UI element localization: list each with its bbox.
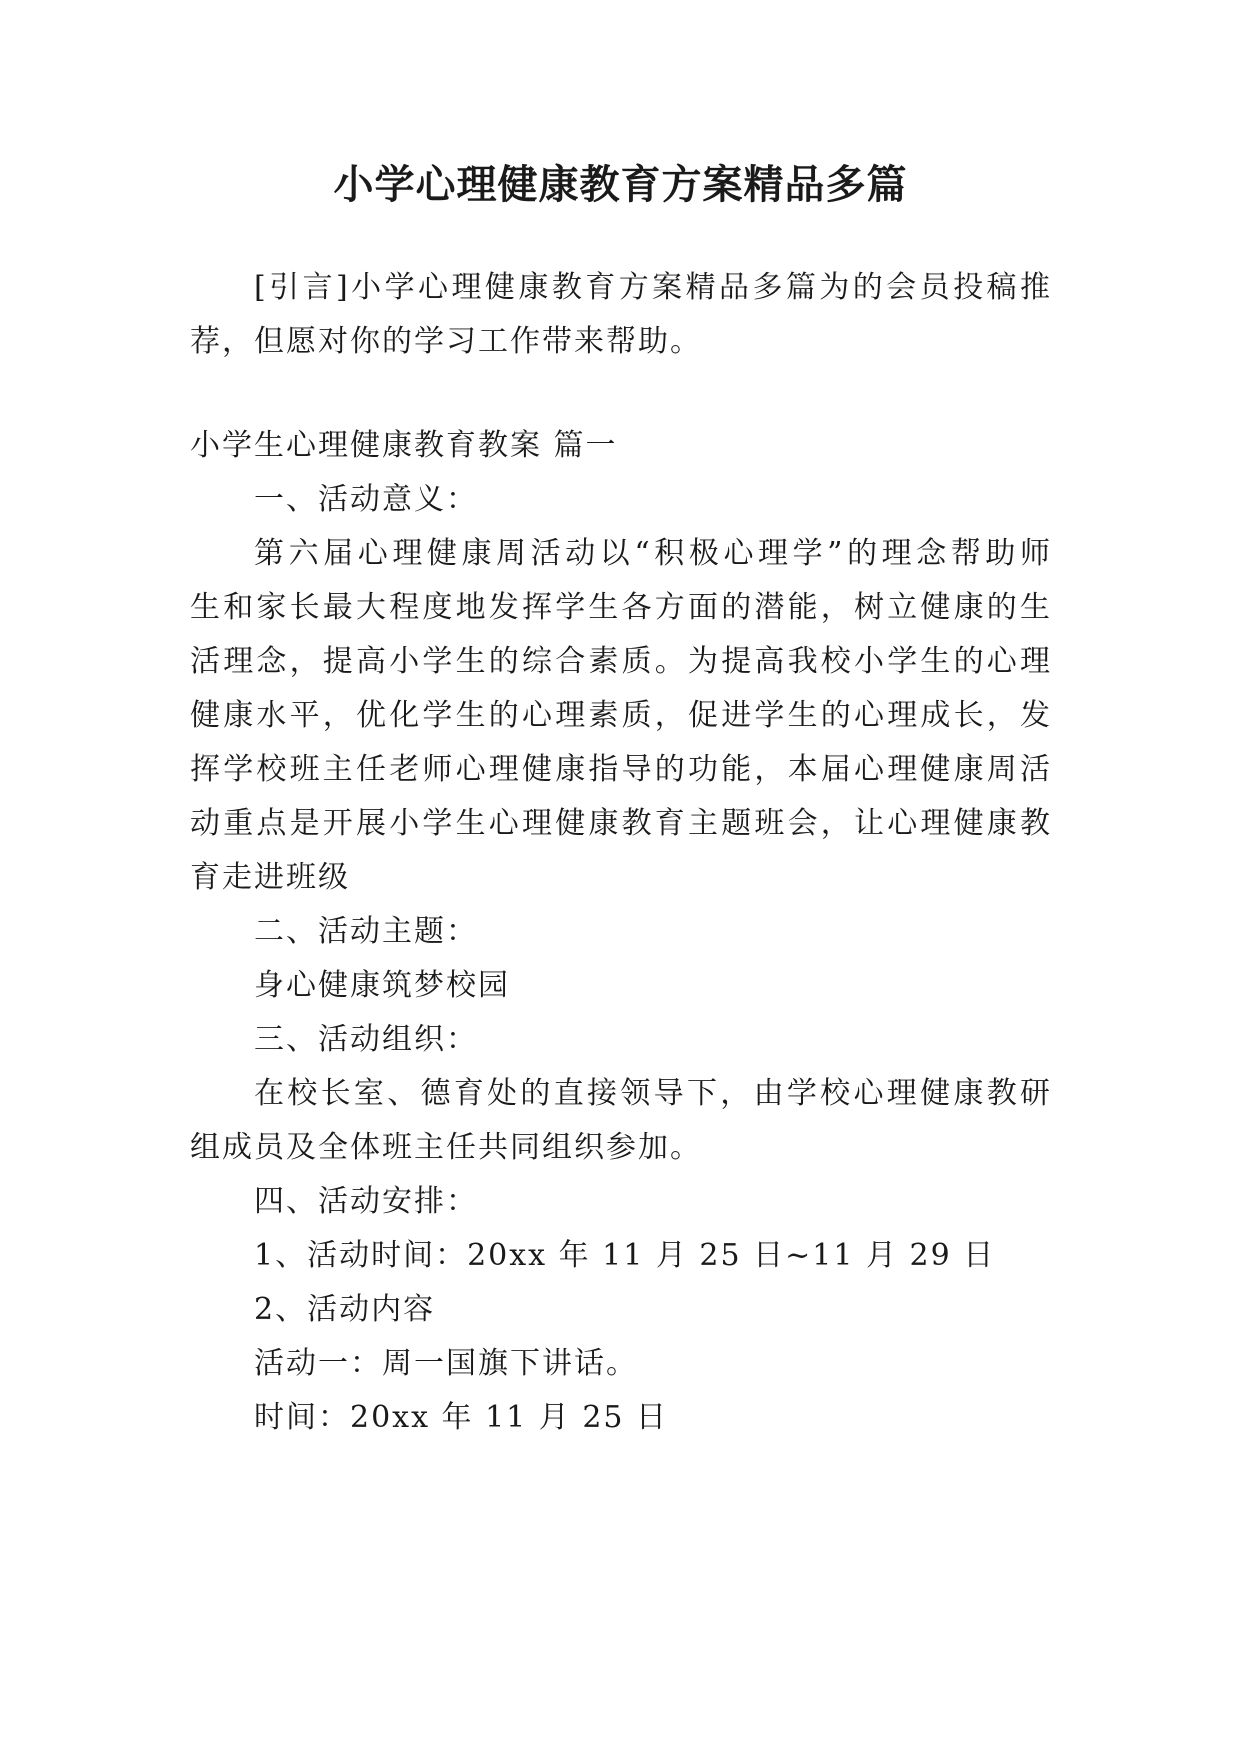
paragraph-line: 挥学校班主任老师心理健康指导的功能，本届心理健康周活 — [190, 752, 1052, 787]
schedule-activity-time: 1、活动时间：20xx 年 11 月 25 日~11 月 29 日 — [254, 1238, 996, 1273]
heading-activity-schedule: 四、活动安排： — [254, 1184, 478, 1219]
paragraph-line: 在校长室、德育处的直接领导下，由学校心理健康教研 — [254, 1076, 1052, 1111]
paragraph-line: 活理念，提高小学生的综合素质。为提高我校小学生的心理 — [190, 644, 1052, 679]
schedule-activity-content: 2、活动内容 — [254, 1292, 436, 1327]
heading-activity-theme: 二、活动主题： — [254, 914, 478, 949]
activity-one-time: 时间：20xx 年 11 月 25 日 — [254, 1400, 669, 1435]
activity-one: 活动一：周一国旗下讲话。 — [254, 1346, 638, 1381]
heading-activity-meaning: 一、活动意义： — [254, 482, 478, 517]
paragraph-line: 组成员及全体班主任共同组织参加。 — [190, 1130, 702, 1165]
activity-theme-text: 身心健康筑梦校园 — [254, 968, 510, 1003]
paragraph-line: 动重点是开展小学生心理健康教育主题班会，让心理健康教 — [190, 806, 1052, 841]
paragraph-line: 健康水平，优化学生的心理素质，促进学生的心理成长，发 — [190, 698, 1052, 733]
paragraph-line: 第六届心理健康周活动以“积极心理学”的理念帮助师 — [254, 536, 1052, 571]
intro-line-2: 荐，但愿对你的学习工作带来帮助。 — [190, 324, 702, 359]
paragraph-line: 生和家长最大程度地发挥学生各方面的潜能，树立健康的生 — [190, 590, 1052, 625]
section-heading: 小学生心理健康教育教案 篇一 — [190, 428, 618, 463]
intro-line-1: [引言]小学心理健康教育方案精品多篇为的会员投稿推 — [254, 270, 1052, 305]
paragraph-line: 育走进班级 — [190, 860, 350, 895]
heading-activity-organization: 三、活动组织： — [254, 1022, 478, 1057]
document-title: 小学心理健康教育方案精品多篇 — [333, 162, 908, 208]
